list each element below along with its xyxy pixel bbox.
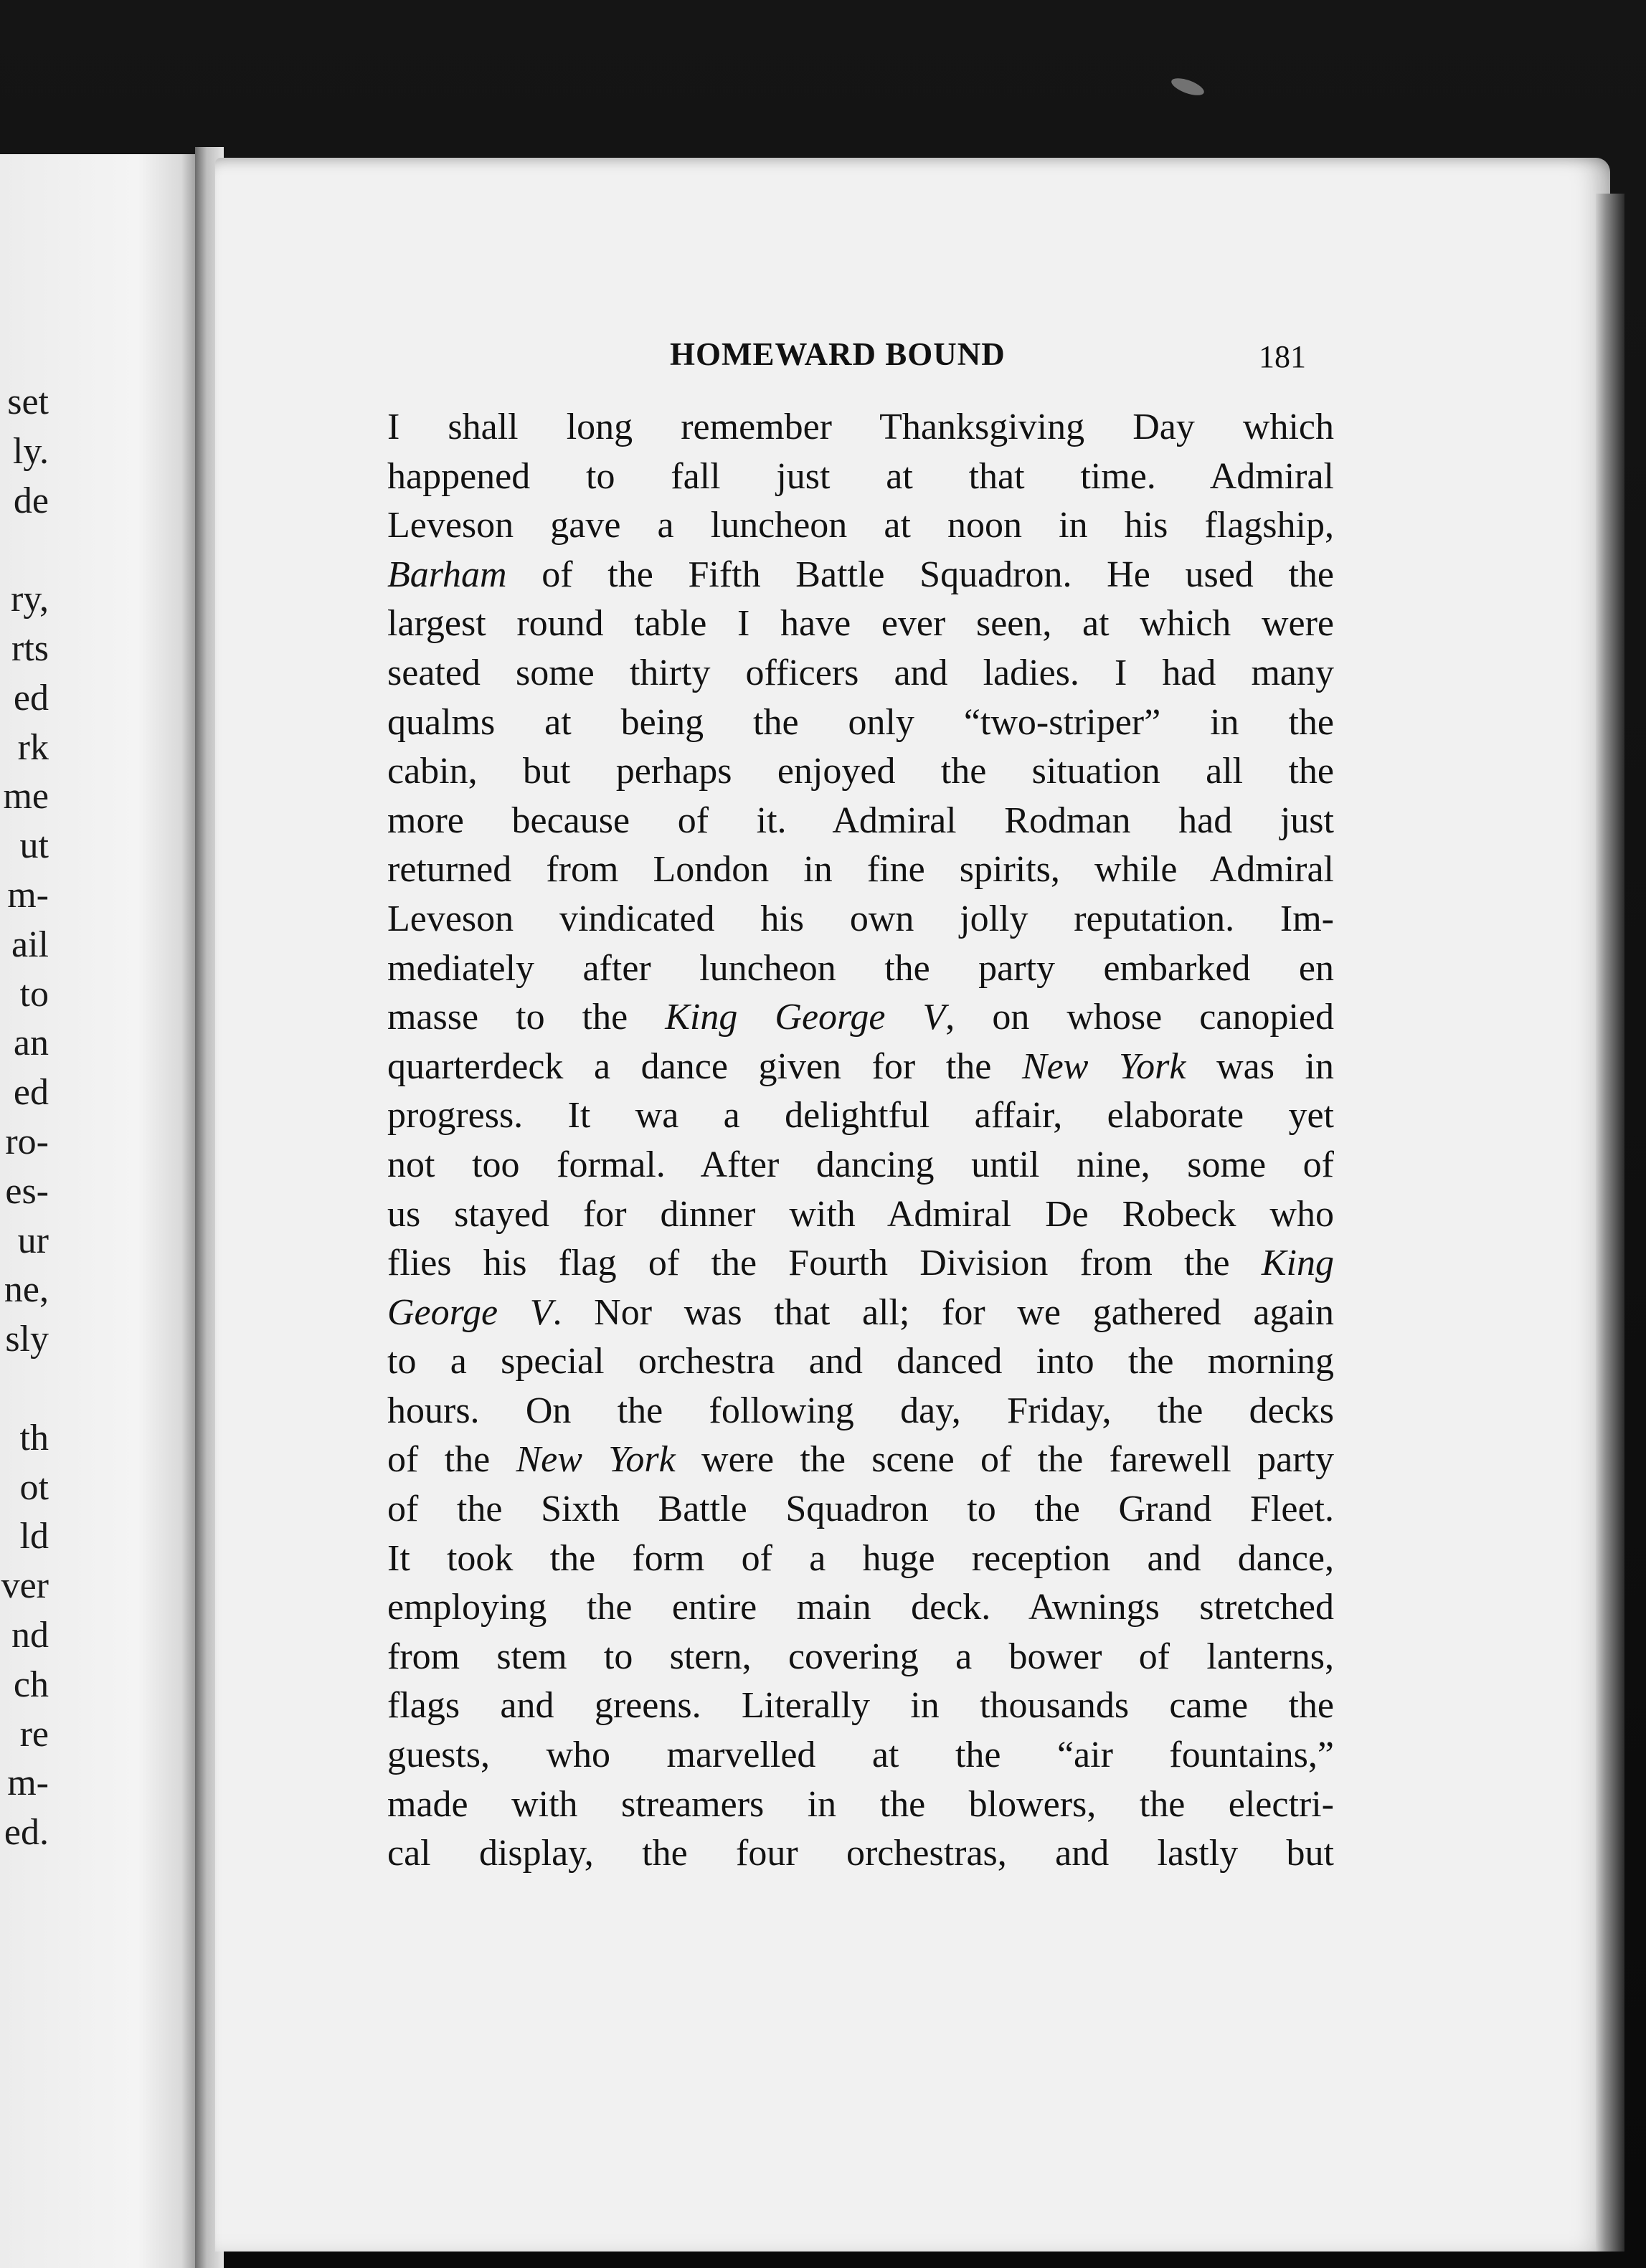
- text-line-roman: hours. On the following day, Friday, the decks: [387, 1390, 1334, 1431]
- text-line-roman: quarterdeck a dance given for the: [387, 1045, 1022, 1087]
- left-fragment: ly.: [12, 430, 49, 472]
- left-fragment: rk: [17, 726, 49, 768]
- text-line: [387, 797, 1334, 846]
- text-line: [387, 895, 1334, 944]
- text-line-roman: Leveson gave a luncheon at noon in his flagship,: [387, 505, 1334, 546]
- left-fragment: ld: [19, 1516, 49, 1557]
- text-line-roman: to a special orchestra and danced into the morning: [387, 1341, 1334, 1382]
- text-line-roman: seated some thirty officers and ladies. I had many: [387, 652, 1334, 693]
- text-line: [387, 1534, 1334, 1584]
- text-line-roman: I shall long remember Thanksgiving Day which: [387, 407, 1334, 447]
- text-line: [387, 1091, 1334, 1141]
- left-fragment: re: [19, 1713, 49, 1755]
- left-facing-page: [0, 154, 197, 2268]
- text-line-italic: New York: [1021, 1045, 1186, 1087]
- text-line-italic: Barham: [387, 554, 507, 595]
- text-line-roman: made with streamers in the blowers, the electri-: [387, 1783, 1334, 1825]
- left-page-text-fragments: [0, 378, 49, 1858]
- left-fragment: ne,: [4, 1269, 49, 1311]
- left-fragment: [0, 526, 49, 575]
- text-line: [387, 1829, 1334, 1879]
- text-line-italic: George V: [387, 1291, 553, 1333]
- text-line-roman: not too formal. After dancing until nine, some of: [387, 1144, 1334, 1185]
- body-paragraph: [387, 403, 1334, 1879]
- left-fragment: to: [19, 973, 49, 1015]
- left-fragment: de: [13, 480, 49, 521]
- text-line-roman: of the Sixth Battle Squadron to the Grand Fleet.: [387, 1489, 1334, 1530]
- text-line-roman: . Nor was that all; for we gathered again: [552, 1291, 1334, 1333]
- left-fragment: ry,: [11, 579, 49, 620]
- text-line: [387, 452, 1334, 502]
- text-line-roman: were the scene of the farewell party: [675, 1439, 1334, 1481]
- text-line: [387, 993, 1334, 1043]
- left-fragment: th: [19, 1417, 49, 1458]
- running-head: HOMEWARD BOUND: [670, 336, 1006, 372]
- text-line: [387, 747, 1334, 797]
- left-fragment: me: [3, 776, 49, 817]
- left-fragment: m-: [7, 874, 49, 916]
- text-line-roman: cabin, but perhaps enjoyed the situation all the: [387, 751, 1334, 792]
- text-line-italic: King: [1261, 1243, 1334, 1284]
- text-line: [387, 944, 1334, 994]
- text-line: [387, 1289, 1334, 1338]
- page-number: 181: [1259, 339, 1306, 374]
- page-edge-shadow: [1596, 194, 1624, 2252]
- text-line-italic: King George V: [665, 997, 946, 1038]
- text-line-roman: us stayed for dinner with Admiral De Robeck who: [387, 1193, 1334, 1235]
- text-line-roman: qualms at being the only “two-striper” in the: [387, 701, 1334, 743]
- left-fragment: ro-: [5, 1121, 49, 1162]
- text-line: [387, 501, 1334, 551]
- text-line: [387, 1583, 1334, 1633]
- text-line: [387, 1239, 1334, 1289]
- left-fragment: ut: [19, 825, 49, 867]
- left-fragment: ver: [1, 1565, 49, 1607]
- left-fragment: nd: [11, 1614, 49, 1656]
- text-line-roman: from stem to stern, covering a bower of lanterns,: [387, 1636, 1334, 1677]
- text-line-roman: returned from London in fine spirits, while Admiral: [387, 849, 1334, 891]
- text-line: [387, 1780, 1334, 1830]
- left-fragment: es-: [5, 1170, 49, 1212]
- text-line-roman: masse to the: [387, 997, 666, 1038]
- text-line-roman: , on whose canopied: [945, 997, 1334, 1038]
- text-line: [387, 403, 1334, 452]
- text-line: [387, 1436, 1334, 1485]
- text-line: [387, 698, 1334, 748]
- text-line-roman: flags and greens. Literally in thousands came the: [387, 1685, 1334, 1727]
- text-line-roman: progress. It wa a delightful affair, elaborate yet: [387, 1095, 1334, 1137]
- text-line-roman: more because of it. Admiral Rodman had just: [387, 800, 1334, 841]
- text-line: [387, 551, 1334, 600]
- text-line: [387, 1141, 1334, 1190]
- text-line-roman: of the: [387, 1439, 516, 1481]
- text-line-roman: flies his flag of the Fourth Division from the: [387, 1243, 1262, 1284]
- left-fragment: ch: [13, 1664, 49, 1705]
- text-line: [387, 1387, 1334, 1436]
- left-fragment: sly: [5, 1319, 49, 1360]
- left-fragment: an: [13, 1023, 49, 1064]
- left-fragment: [0, 1365, 49, 1414]
- left-fragment: ed: [13, 677, 49, 718]
- text-line: [387, 1190, 1334, 1240]
- left-fragment: ur: [17, 1220, 49, 1261]
- text-line: [387, 1731, 1334, 1780]
- text-line-roman: guests, who marvelled at the “air fountains,”: [387, 1735, 1334, 1776]
- text-line: [387, 845, 1334, 895]
- left-fragment: m-: [7, 1762, 49, 1804]
- left-fragment: set: [7, 381, 49, 422]
- text-line-roman: largest round table I have ever seen, at which were: [387, 603, 1334, 645]
- text-line-roman: was in: [1186, 1045, 1334, 1087]
- text-line-roman: mediately after luncheon the party embarked en: [387, 947, 1334, 989]
- text-line-italic: New York: [516, 1439, 676, 1481]
- dust-speck: [1169, 75, 1206, 98]
- text-line: [387, 649, 1334, 698]
- text-line: [387, 1337, 1334, 1387]
- text-line: [387, 1633, 1334, 1682]
- text-line-roman: happened to fall just at that time. Admiral: [387, 455, 1334, 497]
- text-line-roman: Leveson vindicated his own jolly reputation. Im-: [387, 898, 1334, 939]
- left-fragment: rts: [11, 627, 49, 669]
- text-line-roman: cal display, the four orchestras, and lastly but: [387, 1833, 1334, 1874]
- text-line-roman: of the Fifth Battle Squadron. He used the: [506, 554, 1334, 595]
- text-line: [387, 1043, 1334, 1092]
- left-fragment: ed: [13, 1072, 49, 1114]
- text-line: [387, 599, 1334, 649]
- text-line: [387, 1485, 1334, 1534]
- left-fragment: ot: [19, 1466, 49, 1508]
- left-fragment: ail: [11, 924, 49, 965]
- text-line-roman: employing the entire main deck. Awnings stretched: [387, 1587, 1334, 1628]
- text-line: [387, 1681, 1334, 1731]
- left-fragment: ed.: [4, 1812, 49, 1854]
- page-header: [215, 336, 1610, 386]
- text-line-roman: It took the form of a huge reception and dance,: [387, 1537, 1334, 1579]
